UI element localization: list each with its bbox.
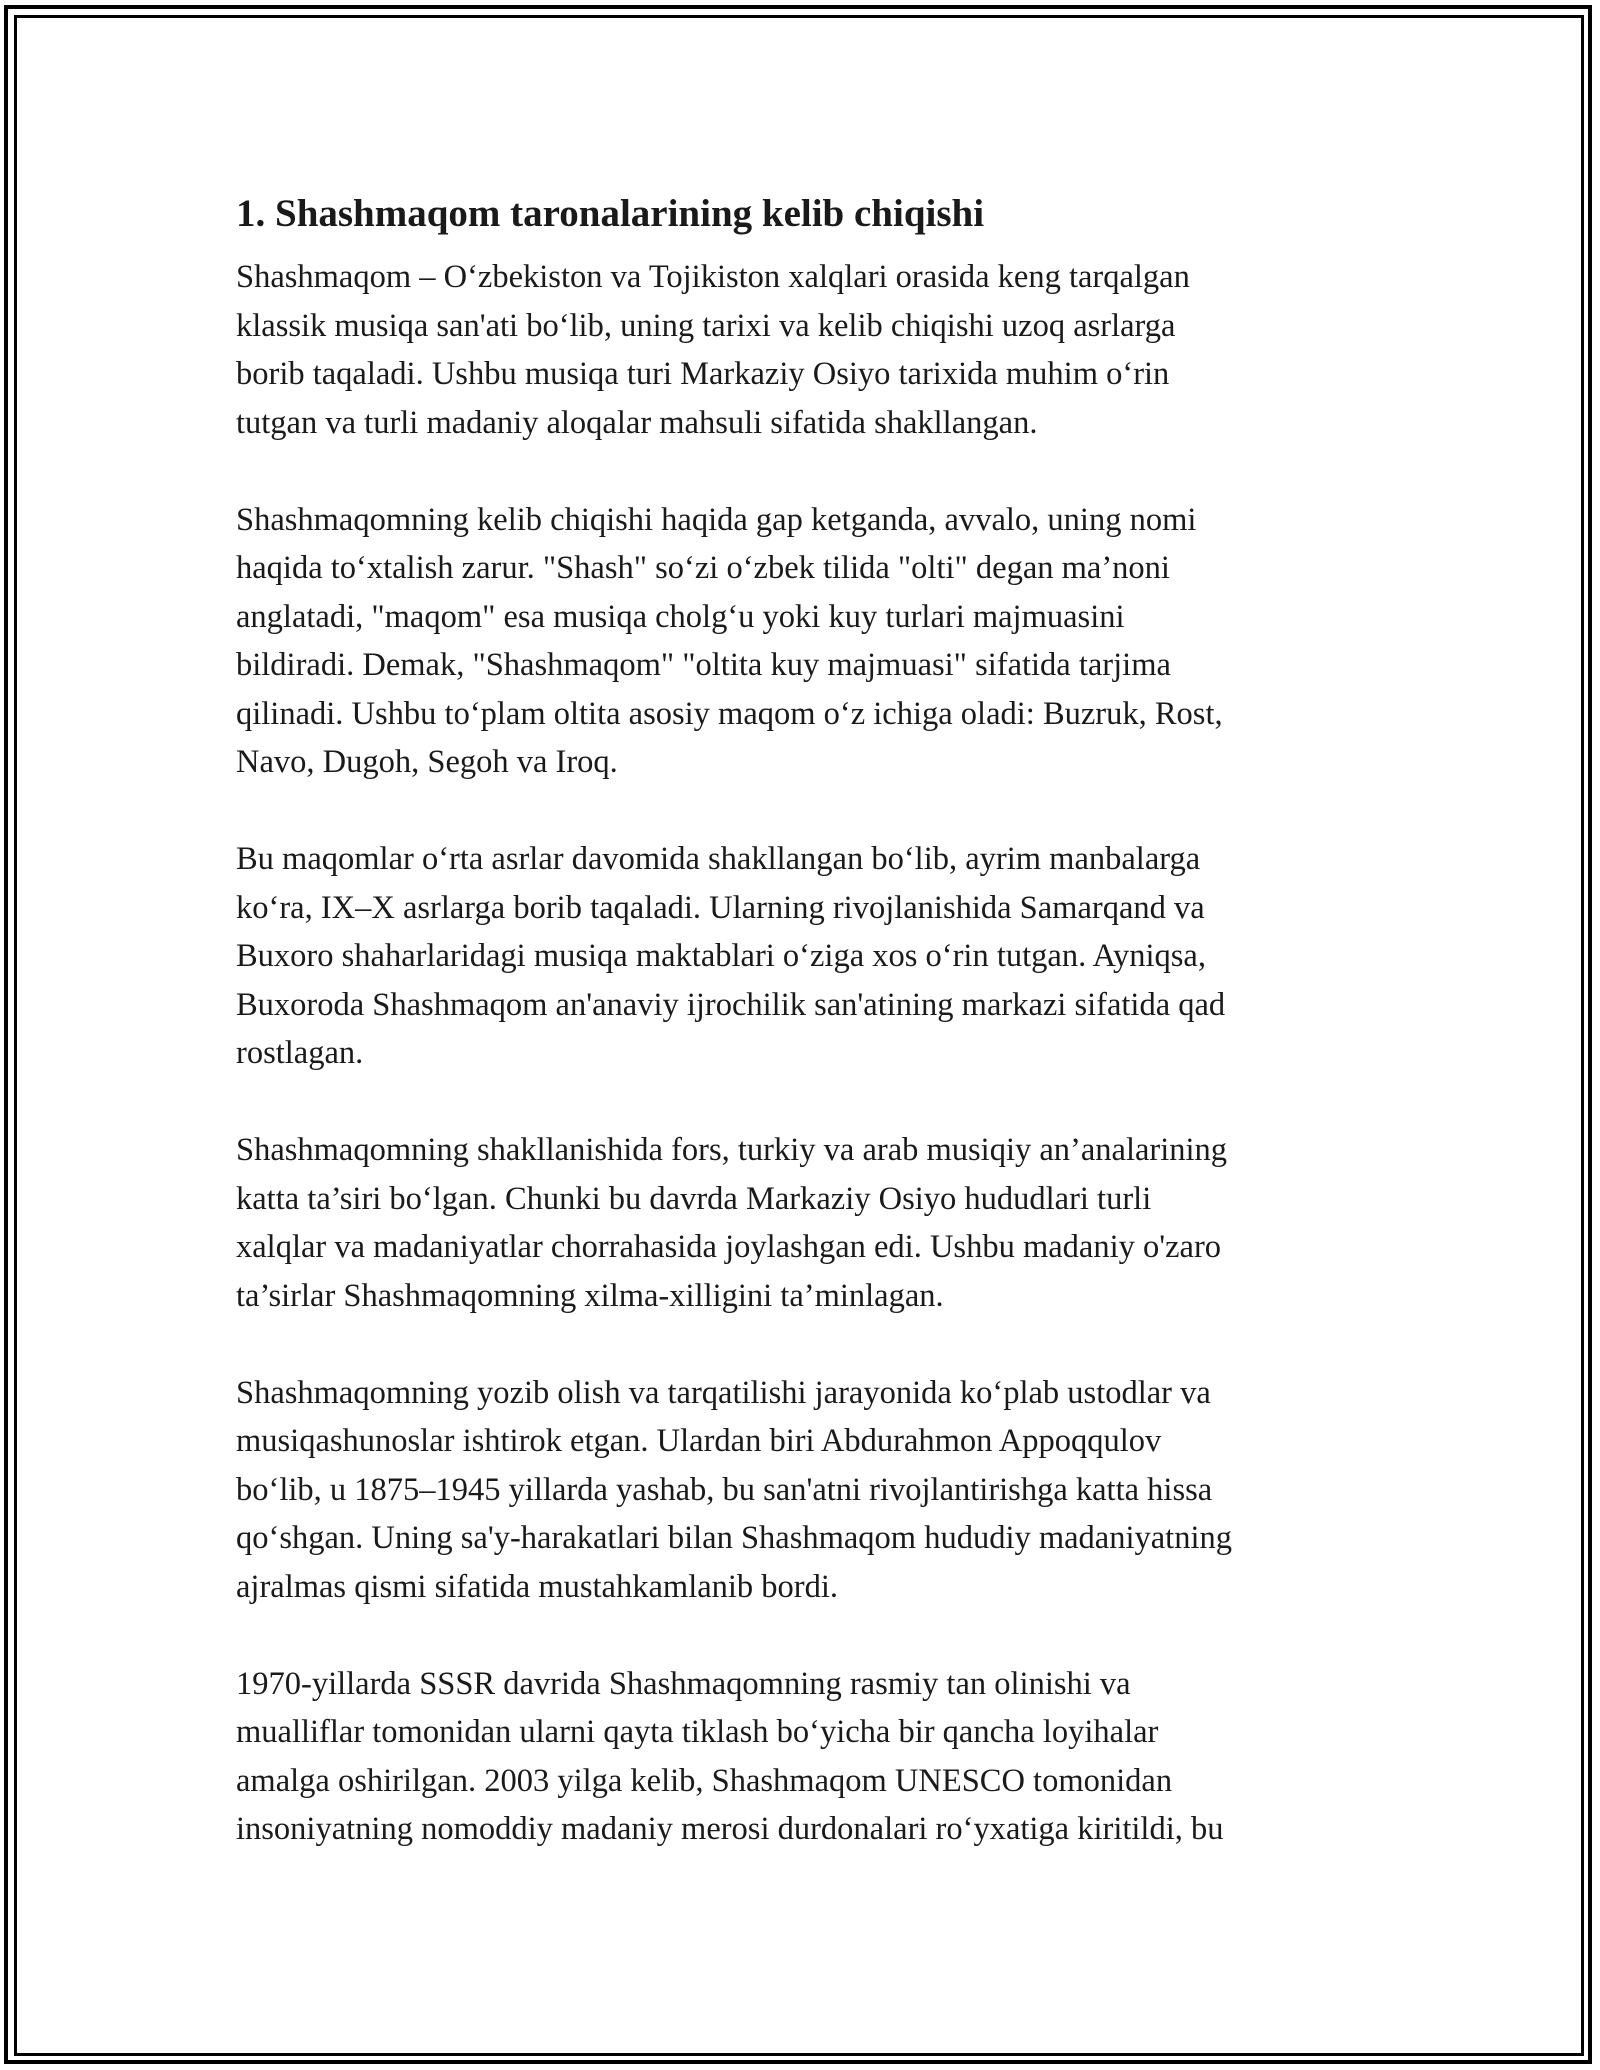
text-line: Shashmaqom – O‘zbekiston va Tojikiston xalqlari orasida keng tarqalgan xyxy=(236,259,1190,295)
text-line: rostlagan. xyxy=(236,1035,364,1071)
paragraph-1 xyxy=(236,253,1366,447)
text-line: 1970-yillarda SSSR davrida Shashmaqomning rasmiy tan olinishi va xyxy=(236,1665,1131,1702)
text-line: xalqlar va madaniyatlar chorrahasida joylashgan edi. Ushbu madaniy o'zaro xyxy=(236,1229,1222,1265)
text-line: Buxoroda Shashmaqom an'anaviy ijrochilik san'atining markazi sifatida qad xyxy=(236,986,1226,1023)
text-line: Shashmaqomning shakllanishida fors, turkiy va arab musiqiy an’analarining xyxy=(236,1132,1228,1168)
text-line: qilinadi. Ushbu to‘plam oltita asosiy maqom o‘z ichiga oladi: Buzruk, Rost, xyxy=(236,695,1223,732)
paragraph-2 xyxy=(236,496,1366,787)
paragraph-3 xyxy=(236,835,1366,1078)
text-line: borib taqaladi. Ushbu musiqa turi Markaziy Osiyo tarixida muhim o‘rin xyxy=(236,356,1170,392)
text-line: amalga oshirilgan. 2003 yilga kelib, Shashmaqom UNESCO tomonidan xyxy=(236,1762,1173,1799)
section-heading: 1. Shashmaqom taronalarining kelib chiqishi xyxy=(236,192,985,235)
paragraph-6 xyxy=(236,1660,1366,1854)
text-line: insoniyatning nomoddiy madaniy merosi durdonalari ro‘yxatiga kiritildi, bu xyxy=(236,1811,1224,1847)
text-line: qo‘shgan. Uning sa'y-harakatlari bilan Shashmaqom hududiy madaniyatning xyxy=(236,1520,1232,1556)
paragraph-5 xyxy=(236,1369,1366,1612)
text-line: klassik musiqa san'ati bo‘lib, uning tarixi va kelib chiqishi uzoq asrlarga xyxy=(236,307,1176,344)
text-line: bildiradi. Demak, "Shashmaqom" "oltita kuy majmuasi" sifatida tarjima xyxy=(236,647,1171,683)
text-line: ko‘ra, IX–X asrlarga borib taqaladi. Ularning rivojlanishida Samarqand va xyxy=(236,889,1205,926)
text-line: bo‘lib, u 1875–1945 yillarda yashab, bu san'atni rivojlantirishga katta hissa xyxy=(236,1471,1213,1508)
text-line: Buxoro shaharlaridagi musiqa maktablari o‘ziga xos o‘rin tutgan. Ayniqsa, xyxy=(236,938,1206,974)
paragraph-4 xyxy=(236,1126,1366,1320)
text-line: tutgan va turli madaniy aloqalar mahsuli sifatida shakllangan. xyxy=(236,404,1038,441)
text-line: Bu maqomlar o‘rta asrlar davomida shakllangan bo‘lib, ayrim manbalarga xyxy=(236,841,1201,877)
text-line: katta ta’siri bo‘lgan. Chunki bu davrda Markaziy Osiyo hududlari turli xyxy=(236,1180,1152,1217)
text-line: musiqashunoslar ishtirok etgan. Ulardan biri Abdurahmon Appoqqulov xyxy=(236,1423,1162,1459)
text-line: Shashmaqomning kelib chiqishi haqida gap ketganda, avvalo, uning nomi xyxy=(236,501,1197,538)
text-line: haqida to‘xtalish zarur. "Shash" so‘zi o‘zbek tilida "olti" degan ma’noni xyxy=(236,550,1170,586)
text-line: Navo, Dugoh, Segoh va Iroq. xyxy=(236,744,618,780)
text-line: anglatadi, "maqom" esa musiqa cholg‘u yoki kuy turlari majmuasini xyxy=(236,598,1125,635)
document-body xyxy=(236,185,1366,1902)
text-line: ta’sirlar Shashmaqomning xilma-xilligini ta’minlagan. xyxy=(236,1277,944,1314)
text-line: ajralmas qismi sifatida mustahkamlanib bordi. xyxy=(236,1568,839,1605)
text-line: Shashmaqomning yozib olish va tarqatilishi jarayonida ko‘plab ustodlar va xyxy=(236,1374,1211,1411)
text-line: mualliflar tomonidan ularni qayta tiklash bo‘yicha bir qancha loyihalar xyxy=(236,1714,1159,1750)
